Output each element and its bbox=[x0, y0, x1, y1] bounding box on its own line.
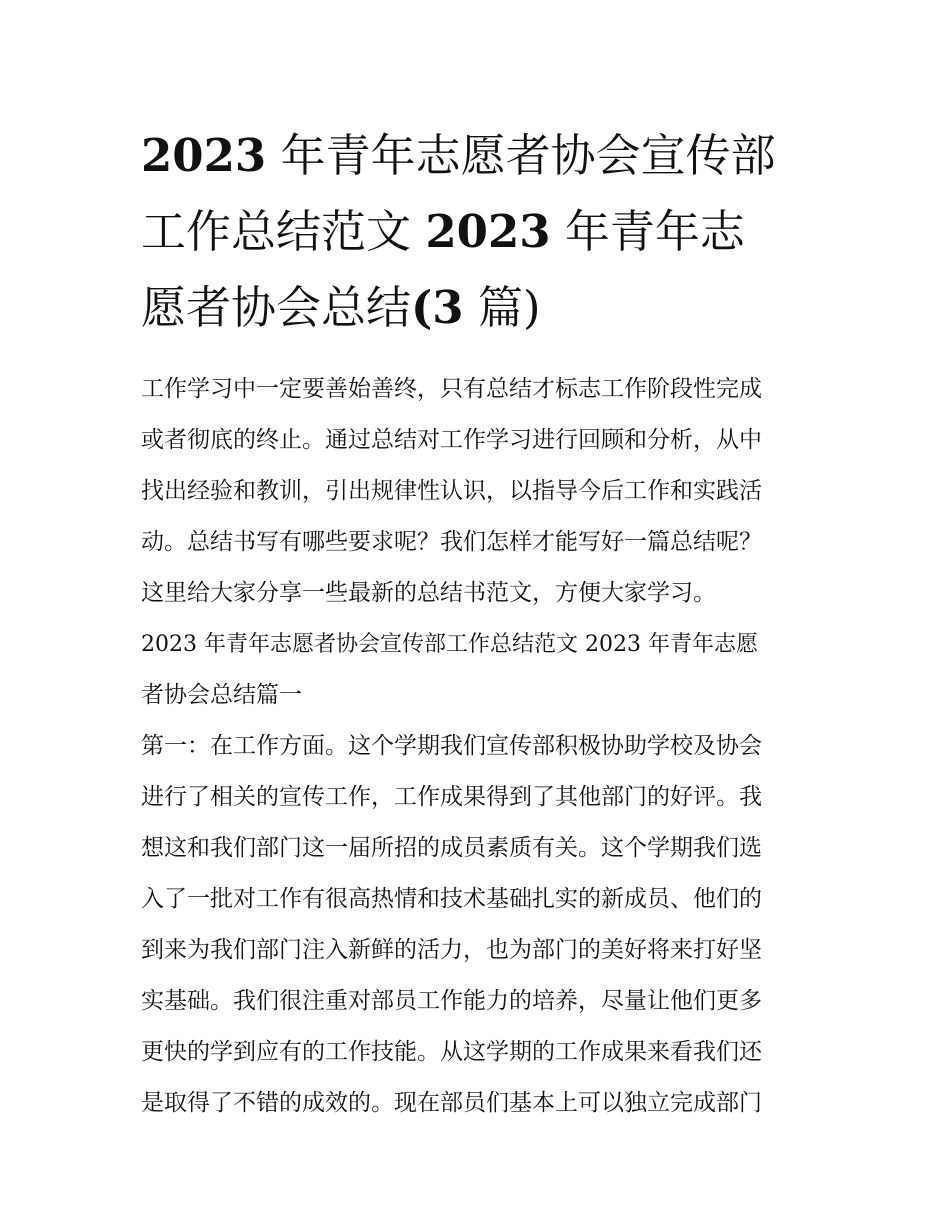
section-line: 入了一批对工作有很高热情和技术基础扎实的新成员、他们的 bbox=[141, 886, 762, 912]
title-count: (3 bbox=[411, 281, 464, 334]
intro-line: 工作学习中一定要善始善终，只有总结才标志工作阶段性完成 bbox=[141, 376, 762, 402]
section-line: 想这和我们部门这一届所招的成员素质有关。这个学期我们选 bbox=[141, 835, 762, 861]
title-line-1 bbox=[141, 118, 813, 194]
title-text: 工作总结范文 bbox=[141, 205, 412, 258]
intro-line: 找出经验和教训，引出规律性认识，以指导今后工作和实践活 bbox=[141, 478, 762, 504]
section-paragraph bbox=[141, 721, 813, 1129]
intro-line: 或者彻底的终止。通过总结对工作学习进行回顾和分析，从中 bbox=[141, 427, 762, 453]
section-line: 第一：在工作方面。这个学期我们宣传部积极协助学校及协会 bbox=[141, 733, 762, 759]
section-line: 更快的学到应有的工作技能。从这学期的工作成果来看我们还 bbox=[141, 1039, 762, 1065]
title-line-3 bbox=[141, 270, 813, 346]
section-line: 进行了相关的宣传工作，工作成果得到了其他部门的好评。我 bbox=[141, 784, 762, 810]
document-title bbox=[141, 118, 813, 346]
intro-line: 这里给大家分享一些最新的总结书范文，方便大家学习。 bbox=[141, 580, 716, 606]
intro-line: 动。总结书写有哪些要求呢？我们怎样才能写好一篇总结呢？ bbox=[141, 529, 762, 555]
section-subtitle bbox=[141, 619, 813, 721]
title-year: 2023 bbox=[141, 129, 267, 182]
title-line-2 bbox=[141, 194, 813, 270]
section-line: 是取得了不错的成效的。现在部员们基本上可以独立完成部门 bbox=[141, 1090, 762, 1116]
section-line: 实基础。我们很注重对部员工作能力的培养，尽量让他们更多 bbox=[141, 988, 762, 1014]
section-line: 到来为我们部门注入新鲜的活力，也为部门的美好将来打好坚 bbox=[141, 937, 762, 963]
document-body bbox=[141, 364, 813, 1129]
title-text: 年青年志 bbox=[564, 205, 745, 258]
subtitle-line: 者协会总结篇一 bbox=[141, 682, 302, 708]
intro-paragraph bbox=[141, 364, 813, 619]
title-text: 年青年志愿者协会宣传部 bbox=[280, 129, 776, 182]
document-page bbox=[141, 118, 813, 1129]
title-text: 篇) bbox=[477, 281, 541, 334]
title-text: 愿者协会总结 bbox=[141, 281, 412, 334]
title-year: 2023 bbox=[425, 205, 551, 258]
subtitle-line: 2023 年青年志愿者协会宣传部工作总结范文 2023 年青年志愿 bbox=[141, 632, 758, 657]
